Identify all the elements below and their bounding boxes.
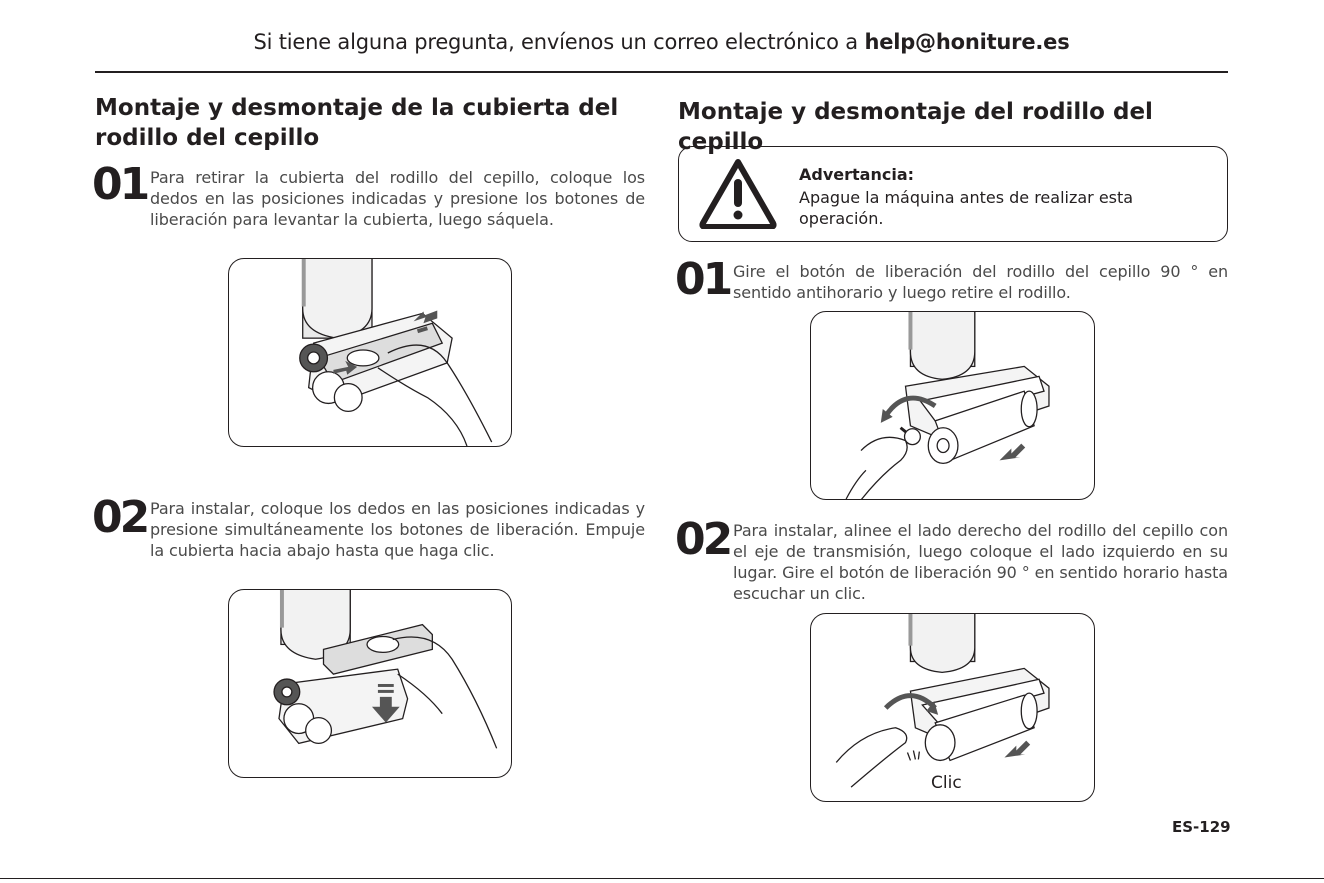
header-email[interactable]: help@honiture.es [864,30,1070,54]
right-section-title: Montaje y desmontaje del rodillo del cepillo [678,99,1153,155]
right-step-1-text: Gire el botón de liberación del rodillo del cepillo 90 ° en sentido antihorario y luego retire el rodillo. [733,262,1228,302]
warning-body: Apague la máquina antes de realizar esta operación. [799,188,1134,228]
right-step-2-number: 02 [675,514,731,565]
cover-removal-illustration [228,258,512,447]
right-step-1-number: 01 [675,254,731,305]
left-step-1-number: 01 [92,159,148,210]
roller-removal-illustration [810,311,1095,500]
header-divider [95,71,1228,73]
left-step-2-text: Para instalar, coloque los dedos en las posiciones indicadas y presione simultáneamente los botones de liberación. Empuje la cubierta hacia abajo hasta que haga clic. [150,499,645,560]
cover-install-illustration [228,589,512,778]
right-step-2-text: Para instalar, alinee el lado derecho del rodillo del cepillo con el eje de transmisión, luego coloque el lado izquierdo en su lugar. Gire el botón de liberación 90 ° en sentido horario hasta escuchar un clic. [733,521,1228,603]
page-header [95,30,1228,54]
warning-title: Advertancia: [799,165,915,184]
header-text: Si tiene alguna pregunta, envíenos un correo electrónico a [253,30,865,54]
left-step-1-text: Para retirar la cubierta del rodillo del cepillo, coloque los dedos en las posiciones indicadas y presione los botones de liberación para levantar la cubierta, luego sáquela. [150,168,645,229]
warning-box [678,146,1228,242]
click-label: Clic [931,773,962,793]
warning-triangle-icon [699,157,777,229]
page-number: ES-129 [1172,818,1231,836]
footer-divider [0,878,1324,879]
left-section-title: Montaje y desmontaje de la cubierta del rodillo del cepillo [95,95,619,151]
left-step-2-number: 02 [92,492,148,543]
